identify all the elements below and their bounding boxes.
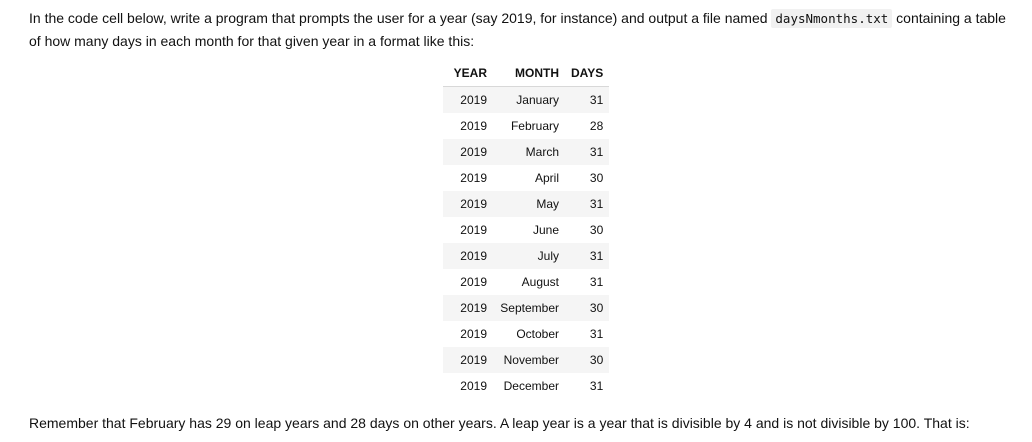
cell-month: September	[493, 295, 565, 321]
cell-year: 2019	[443, 321, 493, 347]
cell-year: 2019	[443, 165, 493, 191]
cell-days: 31	[565, 87, 609, 114]
table-body	[443, 87, 609, 400]
cell-year: 2019	[443, 373, 493, 399]
cell-days: 28	[565, 113, 609, 139]
table-header-row	[443, 60, 609, 87]
cell-year: 2019	[443, 295, 493, 321]
table-row	[443, 87, 609, 114]
cell-days: 30	[565, 347, 609, 373]
cell-days: 30	[565, 295, 609, 321]
table-row	[443, 165, 609, 191]
markdown-cell	[29, 0, 1019, 52]
cell-year: 2019	[443, 347, 493, 373]
table-row	[443, 113, 609, 139]
cell-year: 2019	[443, 191, 493, 217]
instruction-text-after: containing a table of how many days in each month for that given year in a format like this:	[29, 10, 1006, 49]
cell-days: 31	[565, 139, 609, 165]
cell-year: 2019	[443, 217, 493, 243]
cell-month: June	[493, 217, 565, 243]
cell-days: 31	[565, 321, 609, 347]
cell-days: 30	[565, 165, 609, 191]
table-row	[443, 269, 609, 295]
cell-year: 2019	[443, 113, 493, 139]
cell-month: October	[493, 321, 565, 347]
cell-year: 2019	[443, 139, 493, 165]
cell-month: August	[493, 269, 565, 295]
days-in-month-table	[443, 60, 609, 399]
table-row	[443, 347, 609, 373]
cell-year: 2019	[443, 243, 493, 269]
table-row	[443, 191, 609, 217]
cell-month: March	[493, 139, 565, 165]
cell-month: February	[493, 113, 565, 139]
table-row	[443, 243, 609, 269]
cell-days: 30	[565, 217, 609, 243]
cell-month: November	[493, 347, 565, 373]
cell-days: 31	[565, 373, 609, 399]
cell-days: 31	[565, 243, 609, 269]
cell-month: May	[493, 191, 565, 217]
cell-days: 31	[565, 269, 609, 295]
cell-month: April	[493, 165, 565, 191]
cell-month: January	[493, 87, 565, 114]
header-month: MONTH	[493, 60, 565, 87]
cell-month: July	[493, 243, 565, 269]
leap-year-paragraph: Remember that February has 29 on leap years and 28 days on other years. A leap year is a year that is divisible by 4 and is not divisible by 100. That is:	[29, 415, 970, 431]
table-row	[443, 217, 609, 243]
cell-year: 2019	[443, 269, 493, 295]
table-row	[443, 373, 609, 399]
table-row	[443, 295, 609, 321]
table-row	[443, 321, 609, 347]
table-row	[443, 139, 609, 165]
filename-code: daysNmonths.txt	[771, 9, 892, 28]
header-year: YEAR	[443, 60, 493, 87]
cell-month: December	[493, 373, 565, 399]
cell-days: 31	[565, 191, 609, 217]
cell-year: 2019	[443, 87, 493, 114]
instruction-paragraph	[29, 0, 1019, 52]
instruction-text-before: In the code cell below, write a program that prompts the user for a year (say 2019, for instance) and output a file named	[29, 10, 772, 26]
header-days: DAYS	[565, 60, 609, 87]
